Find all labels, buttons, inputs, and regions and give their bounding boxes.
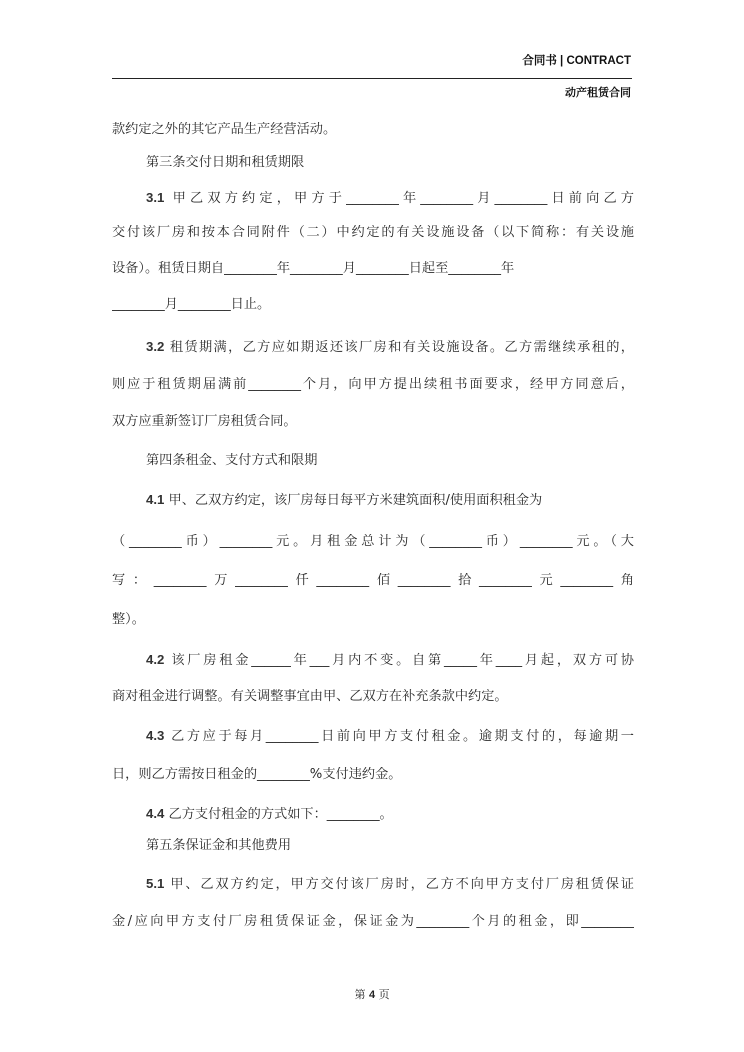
section-heading-3: 第三条交付日期和租赁期限 <box>146 155 305 170</box>
clause-5-1 <box>146 876 634 893</box>
paragraph-line: 交付该厂房和按本合同附件（二）中约定的有关设施设备（以下简称：有关设施 <box>112 225 634 240</box>
clause-3-2 <box>146 339 634 356</box>
clause-text: 甲、乙双方约定，该厂房每日每平方米建筑面积/使用面积租金为 <box>164 493 543 508</box>
clause-number: 4.1 <box>146 492 165 507</box>
clause-text: 甲乙双方约定，甲方于________年________月________日前向乙方 <box>164 191 634 206</box>
clause-number: 4.4 <box>146 806 165 821</box>
paragraph-line: 设备）。租赁日期自________年________月________日起至________年 <box>112 261 515 276</box>
clause-4-3 <box>146 728 634 745</box>
page-number: 4 <box>368 989 376 1001</box>
clause-text: 租赁期满，乙方应如期返还该厂房和有关设施设备。乙方需继续承租的， <box>164 340 634 355</box>
clause-number: 4.3 <box>146 728 165 743</box>
section-heading-5: 第五条保证金和其他费用 <box>146 838 292 853</box>
clause-number: 3.1 <box>146 190 165 205</box>
header-divider <box>112 78 632 79</box>
header-brand: 合同书 | CONTRACT <box>522 55 631 67</box>
clause-number: 3.2 <box>146 339 165 354</box>
paragraph-line: 金/应向甲方支付厂房租赁保证金，保证金为________个月的租金，即________ <box>112 914 634 929</box>
paragraph-line: 双方应重新签订厂房租赁合同。 <box>112 414 297 429</box>
header-subtitle: 动产租赁合同 <box>565 86 631 99</box>
clause-number: 4.2 <box>146 652 165 667</box>
clause-number: 5.1 <box>146 876 165 891</box>
paragraph-line: ________月________日止。 <box>112 297 271 312</box>
clause-4-2 <box>146 652 634 669</box>
page-footer <box>0 986 744 1002</box>
paragraph-line: 日，则乙方需按日租金的________%支付违约金。 <box>112 767 402 782</box>
clause-text: 该厂房租金______年___月内不变。自第_____年____月起，双方可协 <box>164 653 634 668</box>
clause-text: 乙方应于每月________日前向甲方支付租金。逾期支付的，每逾期一 <box>164 729 634 744</box>
paragraph-line: 则应于租赁期届满前________个月，向甲方提出续租书面要求，经甲方同意后， <box>112 377 634 392</box>
clause-4-4 <box>146 806 634 823</box>
section-heading-4: 第四条租金、支付方式和限期 <box>146 453 318 468</box>
page-prefix: 第 <box>354 988 366 1001</box>
page-suffix: 页 <box>378 988 390 1001</box>
paragraph-line: （________币）________元。月租金总计为（________币）________元。（大 <box>112 534 634 549</box>
clause-3-1 <box>146 190 634 207</box>
paragraph-line: 商对租金进行调整。有关调整事宜由甲、乙双方在补充条款中约定。 <box>112 689 508 704</box>
clause-text: 乙方支付租金的方式如下：________。 <box>164 807 393 822</box>
paragraph-line: 写：________万________仟________佰________拾________元________角 <box>112 573 634 588</box>
clause-4-1 <box>146 492 634 509</box>
clause-text: 甲、乙双方约定，甲方交付该厂房时，乙方不向甲方支付厂房租赁保证 <box>164 877 634 892</box>
paragraph-line: 整）。 <box>112 612 145 627</box>
paragraph-line: 款约定之外的其它产品生产经营活动。 <box>112 122 337 137</box>
